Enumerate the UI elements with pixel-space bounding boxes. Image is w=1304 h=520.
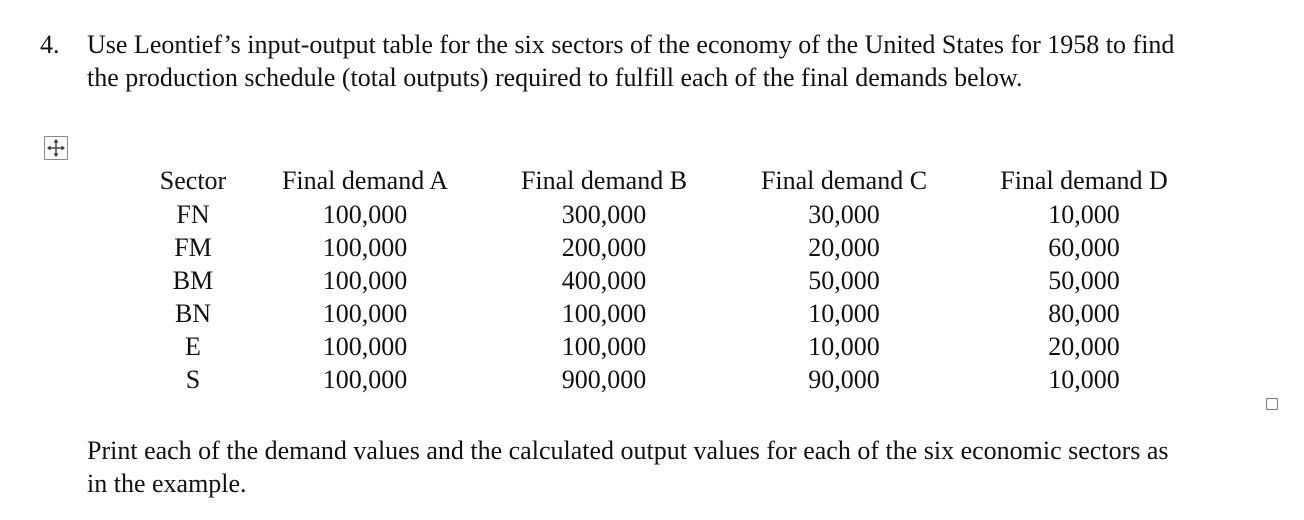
table-row xyxy=(140,330,1204,363)
header-final-demand-d: Final demand D xyxy=(1000,166,1168,195)
sector-cell: FN xyxy=(176,200,210,229)
demand-b-cell: 300,000 xyxy=(561,200,647,229)
demand-b-cell: 100,000 xyxy=(561,299,647,328)
demand-d-cell: 80,000 xyxy=(1048,299,1120,328)
demand-d-cell: 50,000 xyxy=(1048,266,1120,295)
demand-a-cell: 100,000 xyxy=(322,200,408,229)
demand-a-cell: 100,000 xyxy=(322,233,408,262)
demand-d-cell: 20,000 xyxy=(1048,332,1120,361)
table-row xyxy=(140,198,1204,231)
table-row xyxy=(140,297,1204,330)
demand-c-cell: 90,000 xyxy=(808,365,880,394)
header-final-demand-a: Final demand A xyxy=(281,166,449,195)
demand-b-cell: 400,000 xyxy=(561,266,647,295)
table-header-row xyxy=(140,164,1204,198)
demand-a-cell: 100,000 xyxy=(322,266,408,295)
table-row xyxy=(140,264,1204,297)
sector-cell: FM xyxy=(174,233,212,262)
header-final-demand-b: Final demand B xyxy=(520,166,688,195)
demand-c-cell: 10,000 xyxy=(808,332,880,361)
header-final-demand-c: Final demand C xyxy=(760,166,928,195)
sector-cell: E xyxy=(185,332,201,361)
demand-b-cell: 200,000 xyxy=(561,233,647,262)
sector-cell: S xyxy=(185,365,201,394)
table-row xyxy=(140,231,1204,264)
demand-c-cell: 50,000 xyxy=(808,266,880,295)
header-sector: Sector xyxy=(159,166,227,195)
sector-cell: BN xyxy=(174,299,212,328)
demand-a-cell: 100,000 xyxy=(322,365,408,394)
move-arrows-icon xyxy=(46,138,66,158)
table-move-handle[interactable] xyxy=(44,136,68,160)
demand-d-cell: 60,000 xyxy=(1048,233,1120,262)
demand-c-cell: 20,000 xyxy=(808,233,880,262)
table-row xyxy=(140,363,1204,396)
demand-b-cell: 100,000 xyxy=(561,332,647,361)
demand-c-cell: 10,000 xyxy=(808,299,880,328)
resize-square-icon[interactable] xyxy=(1266,398,1278,410)
demand-d-cell: 10,000 xyxy=(1048,200,1120,229)
problem-number: 4. xyxy=(40,30,60,59)
demand-a-cell: 100,000 xyxy=(322,299,408,328)
demand-b-cell: 900,000 xyxy=(561,365,647,394)
final-demand-table xyxy=(140,164,1204,396)
sector-cell: BM xyxy=(172,266,214,295)
instruction-text: Print each of the demand values and the calculated output values for each of the six economic sectors as in the example. xyxy=(87,436,1169,498)
demand-c-cell: 30,000 xyxy=(808,200,880,229)
demand-a-cell: 100,000 xyxy=(322,332,408,361)
problem-text: Use Leontief’s input-output table for the six sectors of the economy of the United States for 1958 to find the production schedule (total outputs) required to fulfill each of the final demands below. xyxy=(87,30,1175,92)
demand-d-cell: 10,000 xyxy=(1048,365,1120,394)
